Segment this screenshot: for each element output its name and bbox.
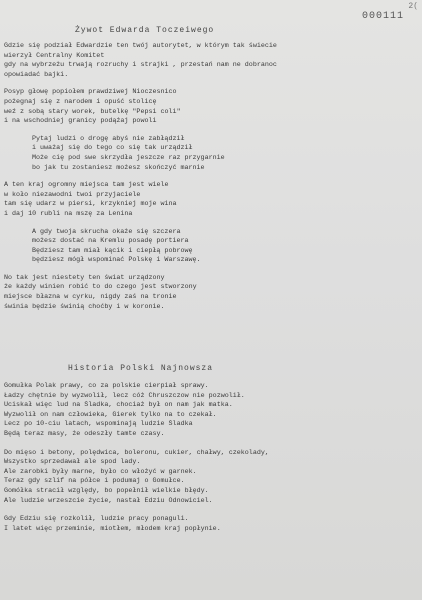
poem2-title: Historia Polski Najnowsza <box>68 364 214 373</box>
stanza <box>4 382 418 440</box>
text-line: Lecz po 10-ciu latach, wspominają ludzie Śladka <box>4 420 193 429</box>
text-line: opowiadać bajki. <box>4 70 69 79</box>
text-line: gdy na wybrzeżu trwają rozruchy i strajki , przestań nam ne dobranoc <box>4 61 277 70</box>
archive-stamp-number: 000111 <box>361 11 404 22</box>
stanza <box>4 515 418 534</box>
text-line: Może cię pod swe skrzydła jeszcze raz przygarnie <box>32 153 225 162</box>
text-line: Wyzwolił on nam człowieka, Gierek tylko na to czekał. <box>4 410 217 419</box>
stanza <box>4 42 418 80</box>
poem2-body <box>4 382 418 543</box>
text-line: że każdy winien robić to do czego jest stworzony <box>4 283 197 292</box>
text-line: A ten kraj ogromny miejsca tam jest wiele <box>4 181 169 190</box>
text-line: Gdy Edziu się rozkolił, ludzie pracy ponaguli. <box>4 515 189 524</box>
text-line: Ale zarobki były marne, było co włożyć w garnek. <box>4 467 197 476</box>
text-line: Posyp głowę popiołem prawdziwej Nioczesnico <box>4 88 177 97</box>
text-line: bo jak tu zostaniesz możesz skończyć marnie <box>32 163 205 172</box>
text-line: i daj 10 rubli na mszę za Lenina <box>4 209 133 218</box>
text-line: Będą teraz masy, że odeszły tamte czasy. <box>4 429 165 438</box>
stanza <box>4 135 418 173</box>
text-line: świnia będzie świnią choćby i w koronie. <box>4 302 165 311</box>
text-line: i uważaj się do tego co się tak urządził <box>32 144 193 153</box>
text-line: Wszystko sprzedawał ale spod lady. <box>4 458 141 467</box>
text-line: Teraz gdy szlif na półce i podumaj o Gomułce. <box>4 477 185 486</box>
text-line: Gdzie się podział Edwardzie ten twój autorytet, w którym tak świecie <box>4 42 277 50</box>
corner-mark: 2( <box>408 2 418 11</box>
text-line: i na wschodniej granicy podążaj powoli <box>4 117 157 126</box>
poem1-title: Żywot Edwarda Toczeiwego <box>75 26 215 35</box>
text-line: możesz dostać na Kremlu posadę portiera <box>32 237 189 246</box>
text-line: weź z sobą stary worek, butelkę "Pepsi coli" <box>4 107 181 116</box>
text-line: Uciskał więc lud na Śladka, chociaż był on nam jak matka. <box>4 401 233 410</box>
text-line: Będziesz tam miał kącik i ciepłą pobrowę <box>32 246 193 255</box>
text-line: Gomółka stracił względy, bo popełnił wielkie błędy. <box>4 486 209 495</box>
text-line: w koło niezawodni twoi przyjaciele <box>4 190 141 199</box>
text-line: Gomułka Polak prawy, co za polskie cierpiał sprawy. <box>4 382 209 390</box>
text-line: tam się udarz w piersi, krzykniej moje wina <box>4 200 177 209</box>
text-line: będziesz mógł wspominać Polskę i Warszawę. <box>32 256 201 265</box>
text-line: Ale ludzie wrzeszcie życie, nastał Edziu Odnowiciel. <box>4 496 213 505</box>
text-line: I latet więc przeminie, miotłem, młodem kraj popłynie. <box>4 524 221 533</box>
stanza <box>4 228 418 266</box>
text-line: pożegnaj się z narodem i opuść stolicę <box>4 97 157 106</box>
stanza <box>4 181 418 219</box>
stanza <box>4 88 418 126</box>
text-line: Ładzy chętnie by wyzwolił, lecz cóż Chruszczow nie pozwolił. <box>4 391 245 400</box>
text-line: miejsce błazna w cyrku, nigdy zaś na tronie <box>4 293 177 302</box>
text-line: Do mięso i betony, polędwica, boleronu, cukier, chałwy, czekolady, <box>4 448 269 457</box>
text-line: A gdy twoja skrucha okaże się szczera <box>32 227 181 236</box>
text-line: Pytaj ludzi o drogę abyś nie zabłądził <box>32 134 185 143</box>
stanza <box>4 449 418 507</box>
text-line: No tak jest niestety ten świat urządzony <box>4 273 165 282</box>
text-line: wierzył Centralny Komitet <box>4 51 105 60</box>
poem1-body <box>4 42 418 320</box>
stanza <box>4 274 418 312</box>
